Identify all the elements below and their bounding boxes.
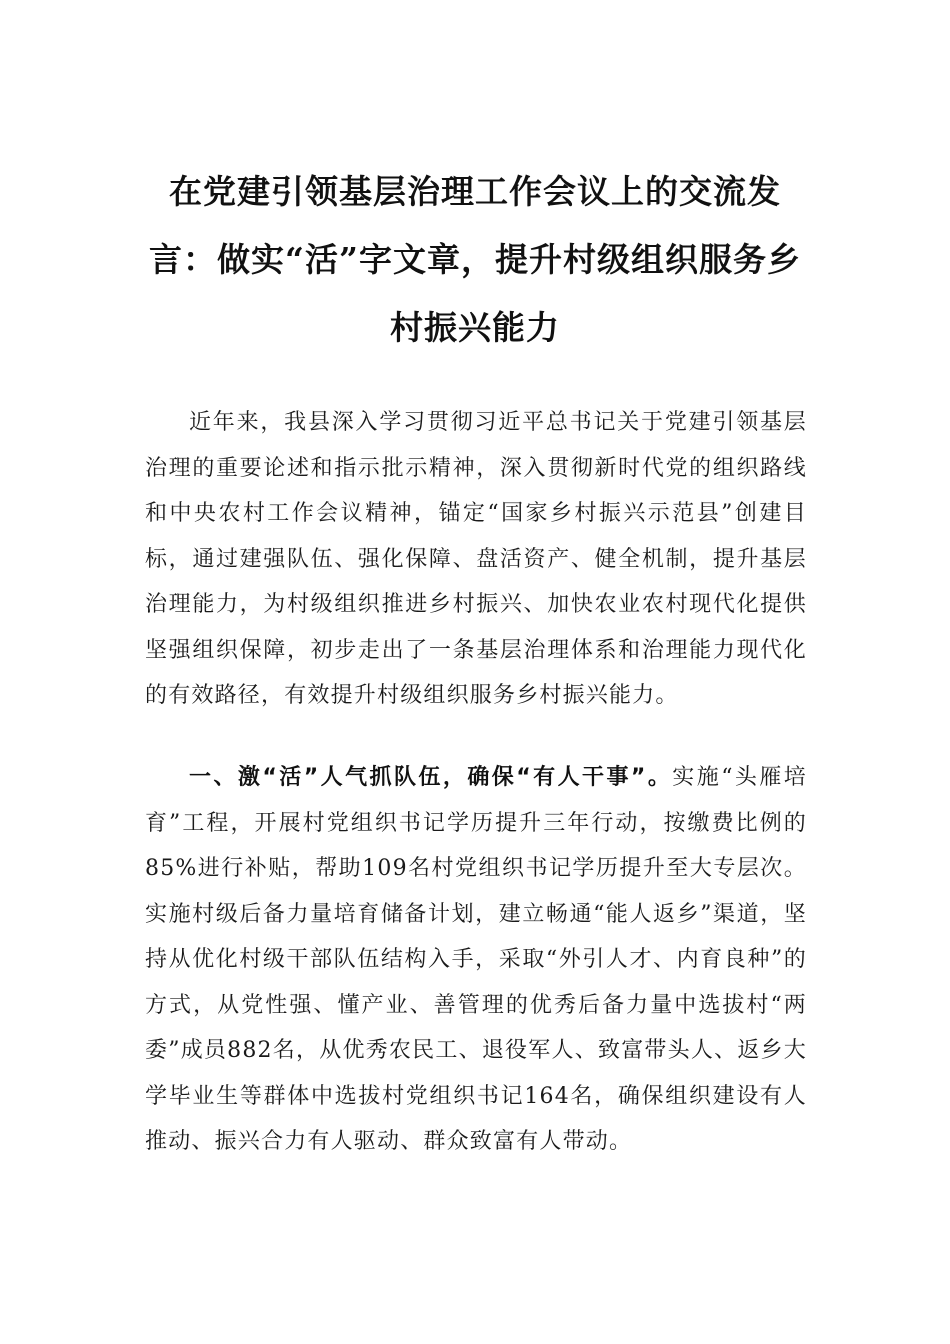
section-one-text: 实施“头雁培育”工程，开展村党组织书记学历提升三年行动，按缴费比例的85%进行补贴，帮助109名村党组织书记学历提升至大专层次。实施村级后备力量培育储备计划，建立畅通“能人返乡”渠道，坚持从优化村级干部队伍结构入手，采取“外引人才、内育良种”的方式，从党性强、懂产业、善管理的优秀后备力量中选拔村“两委”成员882名，从优秀农民工、退役军人、致富带头人、返乡大学毕业生等群体中选拔村党组织书记164名，确保组织建设有人推动、振兴合力有人驱动、群众致富有人带动。 xyxy=(145,765,807,1154)
paragraph-section-one xyxy=(145,755,807,1165)
paragraph-intro xyxy=(145,400,807,719)
paragraph-intro-text: 近年来，我县深入学习贯彻习近平总书记关于党建引领基层治理的重要论述和指示批示精神，深入贯彻新时代党的组织路线和中央农村工作会议精神，锚定“国家乡村振兴示范县”创建目标，通过建强队伍、强化保障、盘活资产、健全机制，提升基层治理能力，为村级组织推进乡村振兴、加快农业农村现代化提供坚强组织保障，初步走出了一条基层治理体系和治理能力现代化的有效路径，有效提升村级组织服务乡村振兴能力。 xyxy=(145,410,807,708)
section-one-heading: 一、激“活”人气抓队伍，确保“有人干事”。 xyxy=(189,765,673,790)
document-title: 在党建引领基层治理工作会议上的交流发言：做实“活”字文章，提升村级组织服务乡村振兴能力 xyxy=(149,172,801,347)
